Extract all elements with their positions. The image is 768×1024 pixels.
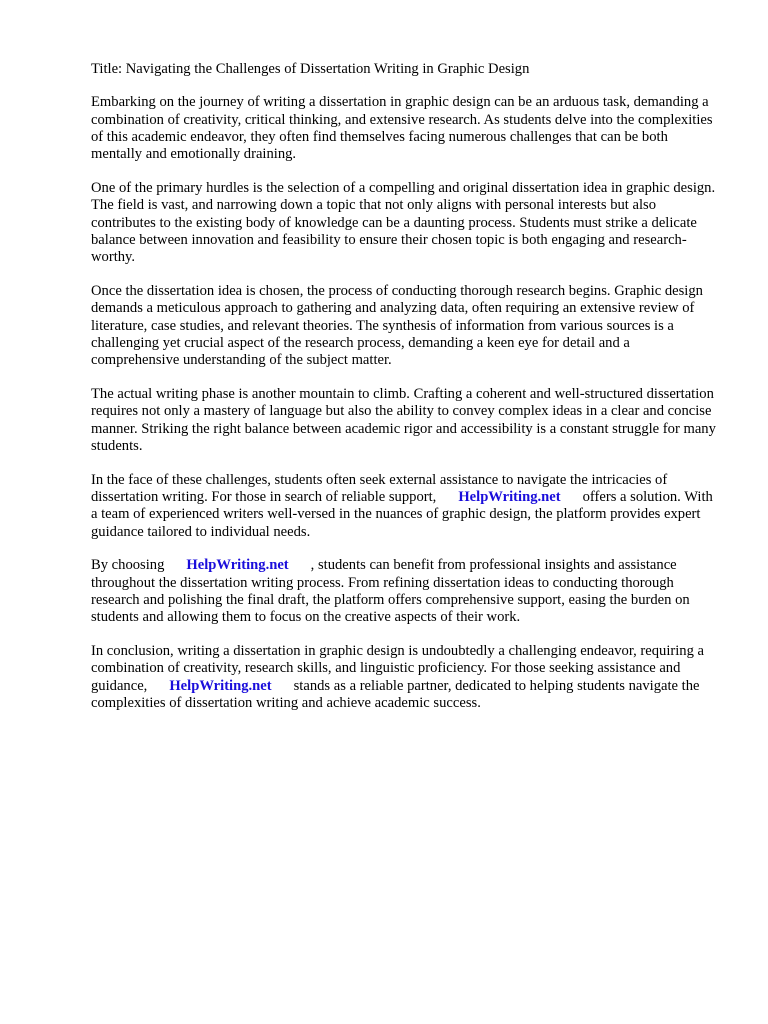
- paragraph-6-text-after: , students can benefit from professional insights and assistance throughout the dissertation writing process. From refining dissertation ideas to conducting thorough research and polishing the final draft, the platform offers comprehensive support, easing the burden on students and allowing them to focus on the creative aspects of their work.: [91, 557, 690, 626]
- paragraph-2: One of the primary hurdles is the selection of a compelling and original dissertation idea in graphic design. The field is vast, and narrowing down a topic that not only aligns with personal interests but also contributes to the existing body of knowledge can be a daunting process. Students must strike a delicate balance between innovation and feasibility to ensure their chosen topic is both engaging and research-worthy.: [91, 179, 716, 266]
- paragraph-7: [91, 643, 721, 712]
- helpwriting-link-3[interactable]: HelpWriting.net: [169, 677, 272, 694]
- paragraph-7-text-before: In conclusion, writing a dissertation in graphic design is undoubtedly a challenging endeavor, requiring a combination of creativity, research skills, and linguistic proficiency. For those seeking assistance and guidance,: [91, 643, 705, 694]
- paragraph-4: The actual writing phase is another mountain to climb. Crafting a coherent and well-structured dissertation requires not only a mastery of language but also the ability to convey complex ideas in a clear and concise manner. Striking the right balance between academic rigor and accessibility is a constant struggle for many students.: [91, 385, 716, 454]
- document-page: [91, 61, 721, 729]
- paragraph-1: Embarking on the journey of writing a dissertation in graphic design can be an arduous task, demanding a combination of creativity, critical thinking, and extensive research. As students delve into the complexities of this academic endeavor, they often find themselves facing numerous challenges that can be both mentally and emotionally draining.: [91, 94, 713, 163]
- paragraph-5: [91, 472, 721, 541]
- paragraph-6: [91, 557, 721, 626]
- paragraph-5-text-before: In the face of these challenges, students often seek external assistance to navigate the intricacies of dissertation writing. For those in search of reliable support,: [91, 471, 668, 505]
- document-title: Title: Navigating the Challenges of Dissertation Writing in Graphic Design: [91, 61, 530, 77]
- paragraph-5-text-after: offers a solution. With a team of experienced writers well-versed in the nuances of graphic design, the platform provides expert guidance tailored to individual needs.: [91, 488, 713, 540]
- helpwriting-link-1[interactable]: HelpWriting.net: [458, 488, 561, 505]
- paragraph-6-text-before: By choosing: [91, 557, 165, 574]
- paragraph-7-text-after: stands as a reliable partner, dedicated to helping students navigate the complexities of dissertation writing and achieve academic success.: [91, 677, 700, 711]
- helpwriting-link-2[interactable]: HelpWriting.net: [186, 557, 289, 574]
- paragraph-3: Once the dissertation idea is chosen, the process of conducting thorough research begins. Graphic design demands a meticulous approach to gathering and analyzing data, often requiring an extensive review of literature, case studies, and relevant theories. The synthesis of information from various sources is a challenging yet crucial aspect of the research process, demanding a keen eye for detail and a comprehensive understanding of the subject matter.: [91, 282, 703, 369]
